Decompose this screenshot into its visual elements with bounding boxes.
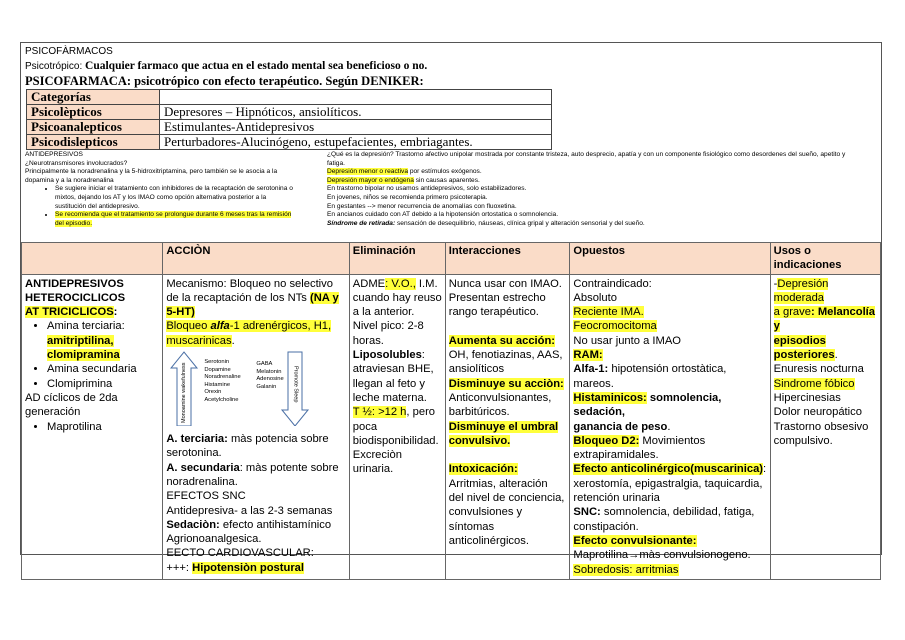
col-header-eliminacion: Eliminación (349, 243, 445, 275)
category-name: Psicodislepticos (27, 135, 160, 150)
note-line: En ancianos cuidado con AT debido a la hipotensión ortostatica o somnolencia. (327, 211, 559, 219)
category-row (27, 105, 552, 120)
cell-opuestos: Contraindicado: Absoluto Reciente IMA. Feocromocitoma No usar junto a IMAO RAM: Alfa-1: hipotensión ortostàtica, mareos. Histaminicos: somnolencia, sedación, ganancia de peso. Bloqueo D2: Movimientos extrapiramidales. Efecto anticolinérgico(muscarinica): xerostomía, epigastralgia, taquicardia, retención urinaria SNC: somnolencia, debilidad, fatiga, constipación. Efecto convulsionante: Maprotilina→màs convulsionogeno. Sobredosis: arritmias (570, 274, 770, 579)
category-desc: Perturbadores-Alucinógeno, estupefacientes, embriagantes. (160, 135, 552, 150)
note-line: En gestantes --> menor recurrencia de anomalías con fluoxetina. (327, 202, 517, 210)
note-line: En jovenes, niños se recomienda primero psicoterapia. (327, 193, 488, 201)
psicotropico-definition: Psicotrópico: Cualquier farmaco que actua en el estado mental sea beneficioso o no. (25, 60, 428, 72)
sleep-wake-diagram (170, 351, 320, 426)
categories-table (26, 89, 552, 150)
drug-row (22, 274, 881, 579)
cell-farmaco: ANTIDEPRESIVOS HETEROCICLICOS AT TRICICLICOS: • Amina terciaria: amitriptilina, clomipramina • Amina secundaria • Clomiprimina AD cíclicos de 2da generación • Maprotilina (22, 274, 163, 579)
col-header (22, 243, 163, 275)
note-line: ¿Qué es la depresión? Trastorno afectivo unipolar mostrada por constante tristeza, auto desprecio, apatía y con un componente fisiológico como desordenes del sueño, apetito y (327, 151, 846, 158)
category-row (27, 120, 552, 135)
category-name: Psicolèpticos (27, 105, 160, 120)
cell-accion: Mecanismo: Bloqueo no selectivo de la recaptación de los NTs (NA y 5-HT) Bloqueo alfa-1 adrenérgicos, H1, muscarinicas. Monoamine wakefulness Promote Sleep Serotonin Dopamine Noradrenaline Histamine Orexin Acetylcholine GABA Melatonin Adenosine Galanin A. terciaria: màs potencia sobre serotonina. A. secundaria: màs potente sobre noradrenalina. EFECTOS SNC Antidepresiva- a las 2-3 semanas Sedaciòn: efecto antihistamínico Agrionoanalgesica. EECTO CARDIOVASCULAR: +++: Hipotensiòn postural (163, 274, 349, 579)
category-row (27, 135, 552, 150)
note-line: Principalmente la noradrenalina y la 5-hidroxitriptamina, pero también se le asocia a la (25, 168, 278, 176)
note-line: ANTIDEPRESIVOS (25, 151, 83, 158)
document-title: PSICOFÀRMACOS (25, 46, 113, 57)
col-header-interacciones: Interacciones (445, 243, 570, 275)
category-name: Psicoanalepticos (27, 120, 160, 135)
cell-eliminacion: ADME: V.O., I.M. cuando hay reuso a la anterior. Nivel pico: 2-8 horas. Liposolubles: atraviesan BHE, llegan al feto y leche materna. T ½: >12 h, pero poca biodisponibilidad. Excreciòn urinaria. (349, 274, 445, 579)
note-line: Depresión menor o reactiva por estímulos exógenos. (327, 168, 482, 176)
note-line: En trastorno bipolar no usamos antidepresivos, solo estabilizadores. (327, 185, 527, 193)
note-line: Depresión mayor o endógena sin causas aparentes. (327, 176, 480, 184)
sleep-neurotransmitters: GABA Melatonin Adenosine Galanin (256, 361, 284, 390)
col-header-opuestos: Opuestos (570, 243, 770, 275)
categories-header: Categorías (27, 90, 160, 105)
note-line: Síndrome de retirada: sensación de desequilibrio, náuseas, clínica gripal y alteración sensorial y del sueño. (327, 219, 645, 227)
drug-table (21, 242, 881, 580)
notes-depresion (327, 151, 845, 228)
notes-antidepresivos (25, 151, 293, 228)
note-bullet: • Se sugiere iniciar el tratamiento con inhibidores de la recaptación de serotonina o mixtos, dejando los AT y los IMAO como opción alternativa posterior a la sustitución del antidepresivo. (55, 185, 293, 211)
cell-interacciones: Nunca usar con IMAO. Presentan estrecho rango terapéutico. Aumenta su acción: OH, fenotiazinas, AAS, ansiolíticos Disminuye su acciòn: Anticonvulsionantes, barbitúricos. Disminuye el umbral convulsivo. Intoxicación: Arritmias, alteración del nivel de conciencia, convulsiones y síntomas anticolinérgicos. (445, 274, 570, 579)
note-bullets (25, 185, 293, 228)
wakefulness-label: Monoamine wakefulness (181, 362, 188, 424)
document-page (20, 42, 882, 576)
categories-header-row (27, 90, 552, 105)
note-line: fatiga. (327, 159, 345, 167)
note-bullet: • Se recomienda que el tratamiento se prolongue durante 6 meses tras la remisión del episodio. (55, 211, 293, 228)
sleep-label: Promote Sleep (292, 365, 299, 403)
category-desc: Estimulantes-Antidepresivos (160, 120, 552, 135)
category-desc: Depresores – Hipnóticos, ansiolíticos. (160, 105, 552, 120)
note-line: dopamina y a la noradrenalina (25, 176, 114, 184)
col-header-usos: Usos o indicaciones (770, 243, 880, 275)
col-header-accion: ACCIÒN (163, 243, 349, 275)
wake-neurotransmitters: Serotonin Dopamine Noradrenaline Histamine Orexin Acetylcholine (204, 359, 241, 404)
drug-table-header (22, 243, 881, 275)
note-line: ¿Neurotransmisores involucrados? (25, 159, 128, 167)
psicofarmaca-definition: PSICOFARMACA: psicotrópico con efecto terapéutico. Según DENIKER: (25, 74, 424, 88)
cell-usos: -Depresión moderada a grave: Melancolía y episodios posteriores. Enuresis nocturna Sindrome fóbico Hipercinesias Dolor neuropático Trastorno obsesivo compulsivo. (770, 274, 880, 579)
